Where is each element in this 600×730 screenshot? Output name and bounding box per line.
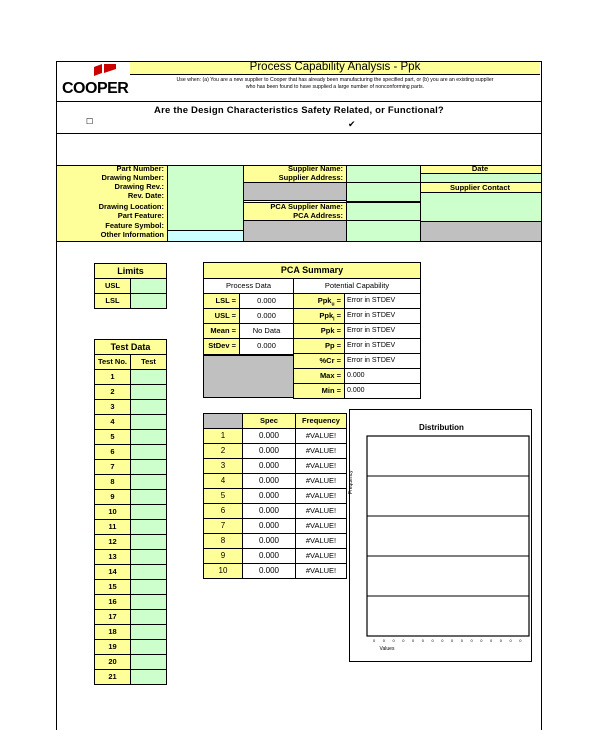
part-value-column[interactable] bbox=[167, 165, 244, 231]
date-label: Date bbox=[471, 164, 489, 173]
capability-row-value: Error in STDEV bbox=[344, 293, 421, 309]
capability-row-label bbox=[293, 338, 345, 354]
test-row-number: 3 bbox=[94, 399, 131, 415]
part-feature-label: Part Feature: bbox=[117, 211, 164, 220]
freq-row-spec: 0.000 bbox=[242, 563, 296, 579]
freq-row-frequency: #VALUE! bbox=[295, 548, 347, 564]
checkbox-functional-icon[interactable]: ✔ bbox=[348, 119, 356, 129]
process-row-value: No Data bbox=[239, 323, 294, 339]
plot-frame bbox=[367, 436, 529, 636]
x-tick-label: 0 bbox=[392, 638, 395, 643]
freq-row-spec: 0.000 bbox=[242, 503, 296, 519]
checkbox-safety-icon[interactable]: ☐ bbox=[86, 117, 94, 126]
equals-sign: = bbox=[334, 311, 341, 320]
test-row-input[interactable] bbox=[130, 504, 167, 520]
test-row-input[interactable] bbox=[130, 459, 167, 475]
test-row-input[interactable] bbox=[130, 489, 167, 505]
test-row-number: 11 bbox=[94, 519, 131, 535]
test-row-input[interactable] bbox=[130, 654, 167, 670]
freq-row-spec: 0.000 bbox=[242, 428, 296, 444]
test-row-number: 19 bbox=[94, 639, 131, 655]
capability-label-text: Max bbox=[319, 371, 335, 380]
x-tick-label: 0 bbox=[480, 638, 483, 643]
test-data-header: Test Data bbox=[94, 339, 167, 355]
test-row-number: 6 bbox=[94, 444, 131, 460]
test-no-col-header: Test No. bbox=[94, 354, 131, 370]
process-data-header bbox=[203, 278, 294, 294]
drawing-location-label: Drawing Location: bbox=[98, 202, 164, 211]
freq-row-number: 8 bbox=[203, 533, 243, 549]
pca-supplier-name-label: PCA Supplier Name: bbox=[270, 202, 343, 211]
test-row-input[interactable] bbox=[130, 384, 167, 400]
capability-label-sub: u bbox=[331, 301, 335, 308]
limits-header: Limits bbox=[94, 263, 167, 279]
equals-sign: = bbox=[334, 371, 341, 380]
test-row-number: 4 bbox=[94, 414, 131, 430]
capability-row-label bbox=[293, 383, 345, 399]
test-row-number: 5 bbox=[94, 429, 131, 445]
process-row-label: USL = bbox=[203, 308, 240, 324]
distribution-chart bbox=[349, 409, 532, 662]
supplier-address-label: Supplier Address: bbox=[278, 173, 343, 182]
process-row-label: Mean = bbox=[203, 323, 240, 339]
capability-label-text: Ppk bbox=[317, 296, 332, 305]
test-row-number: 1 bbox=[94, 369, 131, 385]
test-col-header: Test bbox=[130, 354, 167, 370]
test-row-input[interactable] bbox=[130, 594, 167, 610]
test-row-input[interactable] bbox=[130, 474, 167, 490]
x-tick-label: 0 bbox=[499, 638, 502, 643]
freq-row-frequency: #VALUE! bbox=[295, 473, 347, 489]
capability-label-text: Ppk bbox=[320, 326, 335, 335]
process-row-value: 0.000 bbox=[239, 338, 294, 355]
capability-row-value: 0.000 bbox=[344, 383, 421, 399]
freq-row-frequency: #VALUE! bbox=[295, 503, 347, 519]
test-row-input[interactable] bbox=[130, 579, 167, 595]
freq-row-frequency: #VALUE! bbox=[295, 443, 347, 459]
freq-row-frequency: #VALUE! bbox=[295, 428, 347, 444]
freq-row-frequency: #VALUE! bbox=[295, 563, 347, 579]
test-row-number: 2 bbox=[94, 384, 131, 400]
test-row-number: 12 bbox=[94, 534, 131, 550]
x-tick-label: 0 bbox=[451, 638, 454, 643]
freq-row-spec: 0.000 bbox=[242, 548, 296, 564]
x-tick-label: 0 bbox=[421, 638, 424, 643]
test-row-number: 21 bbox=[94, 669, 131, 685]
pca-address-label: PCA Address: bbox=[293, 211, 343, 220]
test-row-input[interactable] bbox=[130, 549, 167, 565]
capability-row-label bbox=[293, 308, 345, 324]
test-row-number: 18 bbox=[94, 624, 131, 640]
capability-label-text: Pp bbox=[324, 341, 335, 350]
freq-row-number: 9 bbox=[203, 548, 243, 564]
freq-row-spec: 0.000 bbox=[242, 488, 296, 504]
test-row-number: 8 bbox=[94, 474, 131, 490]
capability-row-label bbox=[293, 368, 345, 384]
process-row-label: StDev = bbox=[203, 338, 240, 355]
supplier-address-gray bbox=[243, 182, 347, 201]
freq-row-frequency: #VALUE! bbox=[295, 458, 347, 474]
x-tick-label: 0 bbox=[509, 638, 512, 643]
logo-text: COOPER bbox=[62, 80, 129, 97]
process-row-label: LSL = bbox=[203, 293, 240, 309]
test-row-input[interactable] bbox=[130, 564, 167, 580]
test-row-input[interactable] bbox=[130, 399, 167, 415]
freq-row-number: 10 bbox=[203, 563, 243, 579]
test-row-number: 10 bbox=[94, 504, 131, 520]
x-tick-label: 0 bbox=[373, 638, 376, 643]
drawing-rev-label: Drawing Rev.: bbox=[114, 182, 164, 191]
lsl-input[interactable] bbox=[130, 293, 167, 309]
capability-row-value: 0.000 bbox=[344, 368, 421, 384]
capability-label-sub: l bbox=[333, 316, 335, 323]
freq-corner-cell bbox=[203, 413, 243, 429]
process-gray-filler bbox=[203, 355, 294, 398]
equals-sign: = bbox=[334, 356, 341, 365]
x-tick-label: 0 bbox=[519, 638, 522, 643]
part-number-label: Part Number: bbox=[116, 164, 164, 173]
test-row-number: 9 bbox=[94, 489, 131, 505]
capability-label-text: Ppk bbox=[319, 311, 334, 320]
contact-value-cell[interactable] bbox=[420, 192, 542, 222]
x-tick-label: 0 bbox=[402, 638, 405, 643]
x-tick-label: 0 bbox=[382, 638, 385, 643]
question-divider bbox=[56, 133, 542, 134]
test-row-number: 20 bbox=[94, 654, 131, 670]
x-tick-label: 0 bbox=[470, 638, 473, 643]
x-tick-label: 0 bbox=[460, 638, 463, 643]
test-row-input[interactable] bbox=[130, 369, 167, 385]
usl-input[interactable] bbox=[130, 278, 167, 294]
test-row-input[interactable] bbox=[130, 534, 167, 550]
test-row-number: 7 bbox=[94, 459, 131, 475]
chart-x-label: Values bbox=[379, 646, 395, 652]
lsl-label: LSL bbox=[94, 293, 131, 309]
cooper-logo bbox=[60, 64, 128, 100]
test-row-input[interactable] bbox=[130, 429, 167, 445]
safety-question: Are the Design Characteristics Safety Related, or Functional? bbox=[154, 105, 444, 116]
test-row-input[interactable] bbox=[130, 414, 167, 430]
x-tick-label: 0 bbox=[490, 638, 493, 643]
capability-label-text: %Cr bbox=[319, 356, 335, 365]
other-info-value[interactable] bbox=[167, 230, 244, 242]
spec-col-header: Spec bbox=[242, 413, 296, 429]
capability-row-label bbox=[293, 293, 345, 309]
equals-sign: = bbox=[334, 386, 341, 395]
freq-row-frequency: #VALUE! bbox=[295, 488, 347, 504]
supplier-address-value[interactable] bbox=[346, 182, 421, 202]
potential-capability-header bbox=[293, 278, 421, 294]
freq-row-spec: 0.000 bbox=[242, 518, 296, 534]
test-row-input[interactable] bbox=[130, 639, 167, 655]
freq-row-frequency: #VALUE! bbox=[295, 533, 347, 549]
pca-summary-header: PCA Summary bbox=[203, 262, 421, 279]
supplier-value-column[interactable] bbox=[346, 165, 421, 183]
test-row-input[interactable] bbox=[130, 669, 167, 685]
freq-row-frequency: #VALUE! bbox=[295, 518, 347, 534]
capability-row-label bbox=[293, 353, 345, 369]
freq-row-number: 4 bbox=[203, 473, 243, 489]
frequency-col-header: Frequency bbox=[295, 413, 347, 429]
supplier-contact-label: Supplier Contact bbox=[449, 183, 510, 192]
equals-sign: = bbox=[334, 326, 341, 335]
header-divider bbox=[56, 101, 542, 102]
pca-summary bbox=[203, 262, 421, 398]
capability-row-value: Error in STDEV bbox=[344, 308, 421, 324]
freq-row-spec: 0.000 bbox=[242, 533, 296, 549]
chart-y-label: Frequency bbox=[348, 470, 354, 494]
x-tick-label: 0 bbox=[441, 638, 444, 643]
chart-title: Distribution bbox=[419, 423, 464, 432]
test-row-input[interactable] bbox=[130, 624, 167, 640]
process-data-header-text: Process Data bbox=[225, 281, 272, 290]
capability-row-value: Error in STDEV bbox=[344, 323, 421, 339]
page-title: Process Capability Analysis - Ppk bbox=[249, 61, 421, 73]
test-row-number: 17 bbox=[94, 609, 131, 625]
freq-row-number: 5 bbox=[203, 488, 243, 504]
freq-row-spec: 0.000 bbox=[242, 473, 296, 489]
pca-bottom-gray bbox=[243, 220, 347, 242]
capability-label-text: Min bbox=[321, 386, 335, 395]
equals-sign: = bbox=[334, 296, 341, 305]
capability-row-value: Error in STDEV bbox=[344, 353, 421, 369]
capability-row-label bbox=[293, 323, 345, 339]
test-row-number: 14 bbox=[94, 564, 131, 580]
capability-row-value: Error in STDEV bbox=[344, 338, 421, 354]
x-tick-label: 0 bbox=[431, 638, 434, 643]
other-information-label: Other Information bbox=[100, 230, 164, 239]
supplier-name-label: Supplier Name: bbox=[287, 164, 343, 173]
pca-bottom-value[interactable] bbox=[346, 220, 421, 242]
process-row-value: 0.000 bbox=[239, 293, 294, 309]
freq-row-spec: 0.000 bbox=[242, 458, 296, 474]
freq-row-number: 1 bbox=[203, 428, 243, 444]
freq-row-number: 2 bbox=[203, 443, 243, 459]
contact-bottom-gray bbox=[420, 221, 542, 242]
part-info-grid bbox=[56, 165, 542, 242]
process-row-value: 0.000 bbox=[239, 308, 294, 324]
potential-capability-header-text: Potential Capability bbox=[324, 281, 390, 290]
test-row-number: 13 bbox=[94, 549, 131, 565]
freq-row-number: 7 bbox=[203, 518, 243, 534]
drawing-number-label: Drawing Number: bbox=[101, 173, 164, 182]
use-when-line1: Use when: (a) You are a new supplier to Cooper that has already been manufacturing the specified part, or (b) you are an existing supplier bbox=[176, 77, 494, 83]
test-row-input[interactable] bbox=[130, 609, 167, 625]
freq-row-number: 6 bbox=[203, 503, 243, 519]
freq-row-number: 3 bbox=[203, 458, 243, 474]
use-when-line2: who has been found to have supplied a large number of nonconforming parts. bbox=[245, 84, 425, 90]
test-row-input[interactable] bbox=[130, 519, 167, 535]
freq-row-spec: 0.000 bbox=[242, 443, 296, 459]
x-tick-label: 0 bbox=[412, 638, 415, 643]
rev-date-label: Rev. Date: bbox=[127, 191, 164, 200]
pca-value-column[interactable] bbox=[346, 202, 421, 221]
test-row-number: 16 bbox=[94, 594, 131, 610]
equals-sign: = bbox=[334, 341, 341, 350]
test-row-number: 15 bbox=[94, 579, 131, 595]
feature-symbol-label: Feature Symbol: bbox=[105, 221, 164, 230]
chart-plot bbox=[350, 410, 533, 663]
test-row-input[interactable] bbox=[130, 444, 167, 460]
usl-label: USL bbox=[94, 278, 131, 294]
